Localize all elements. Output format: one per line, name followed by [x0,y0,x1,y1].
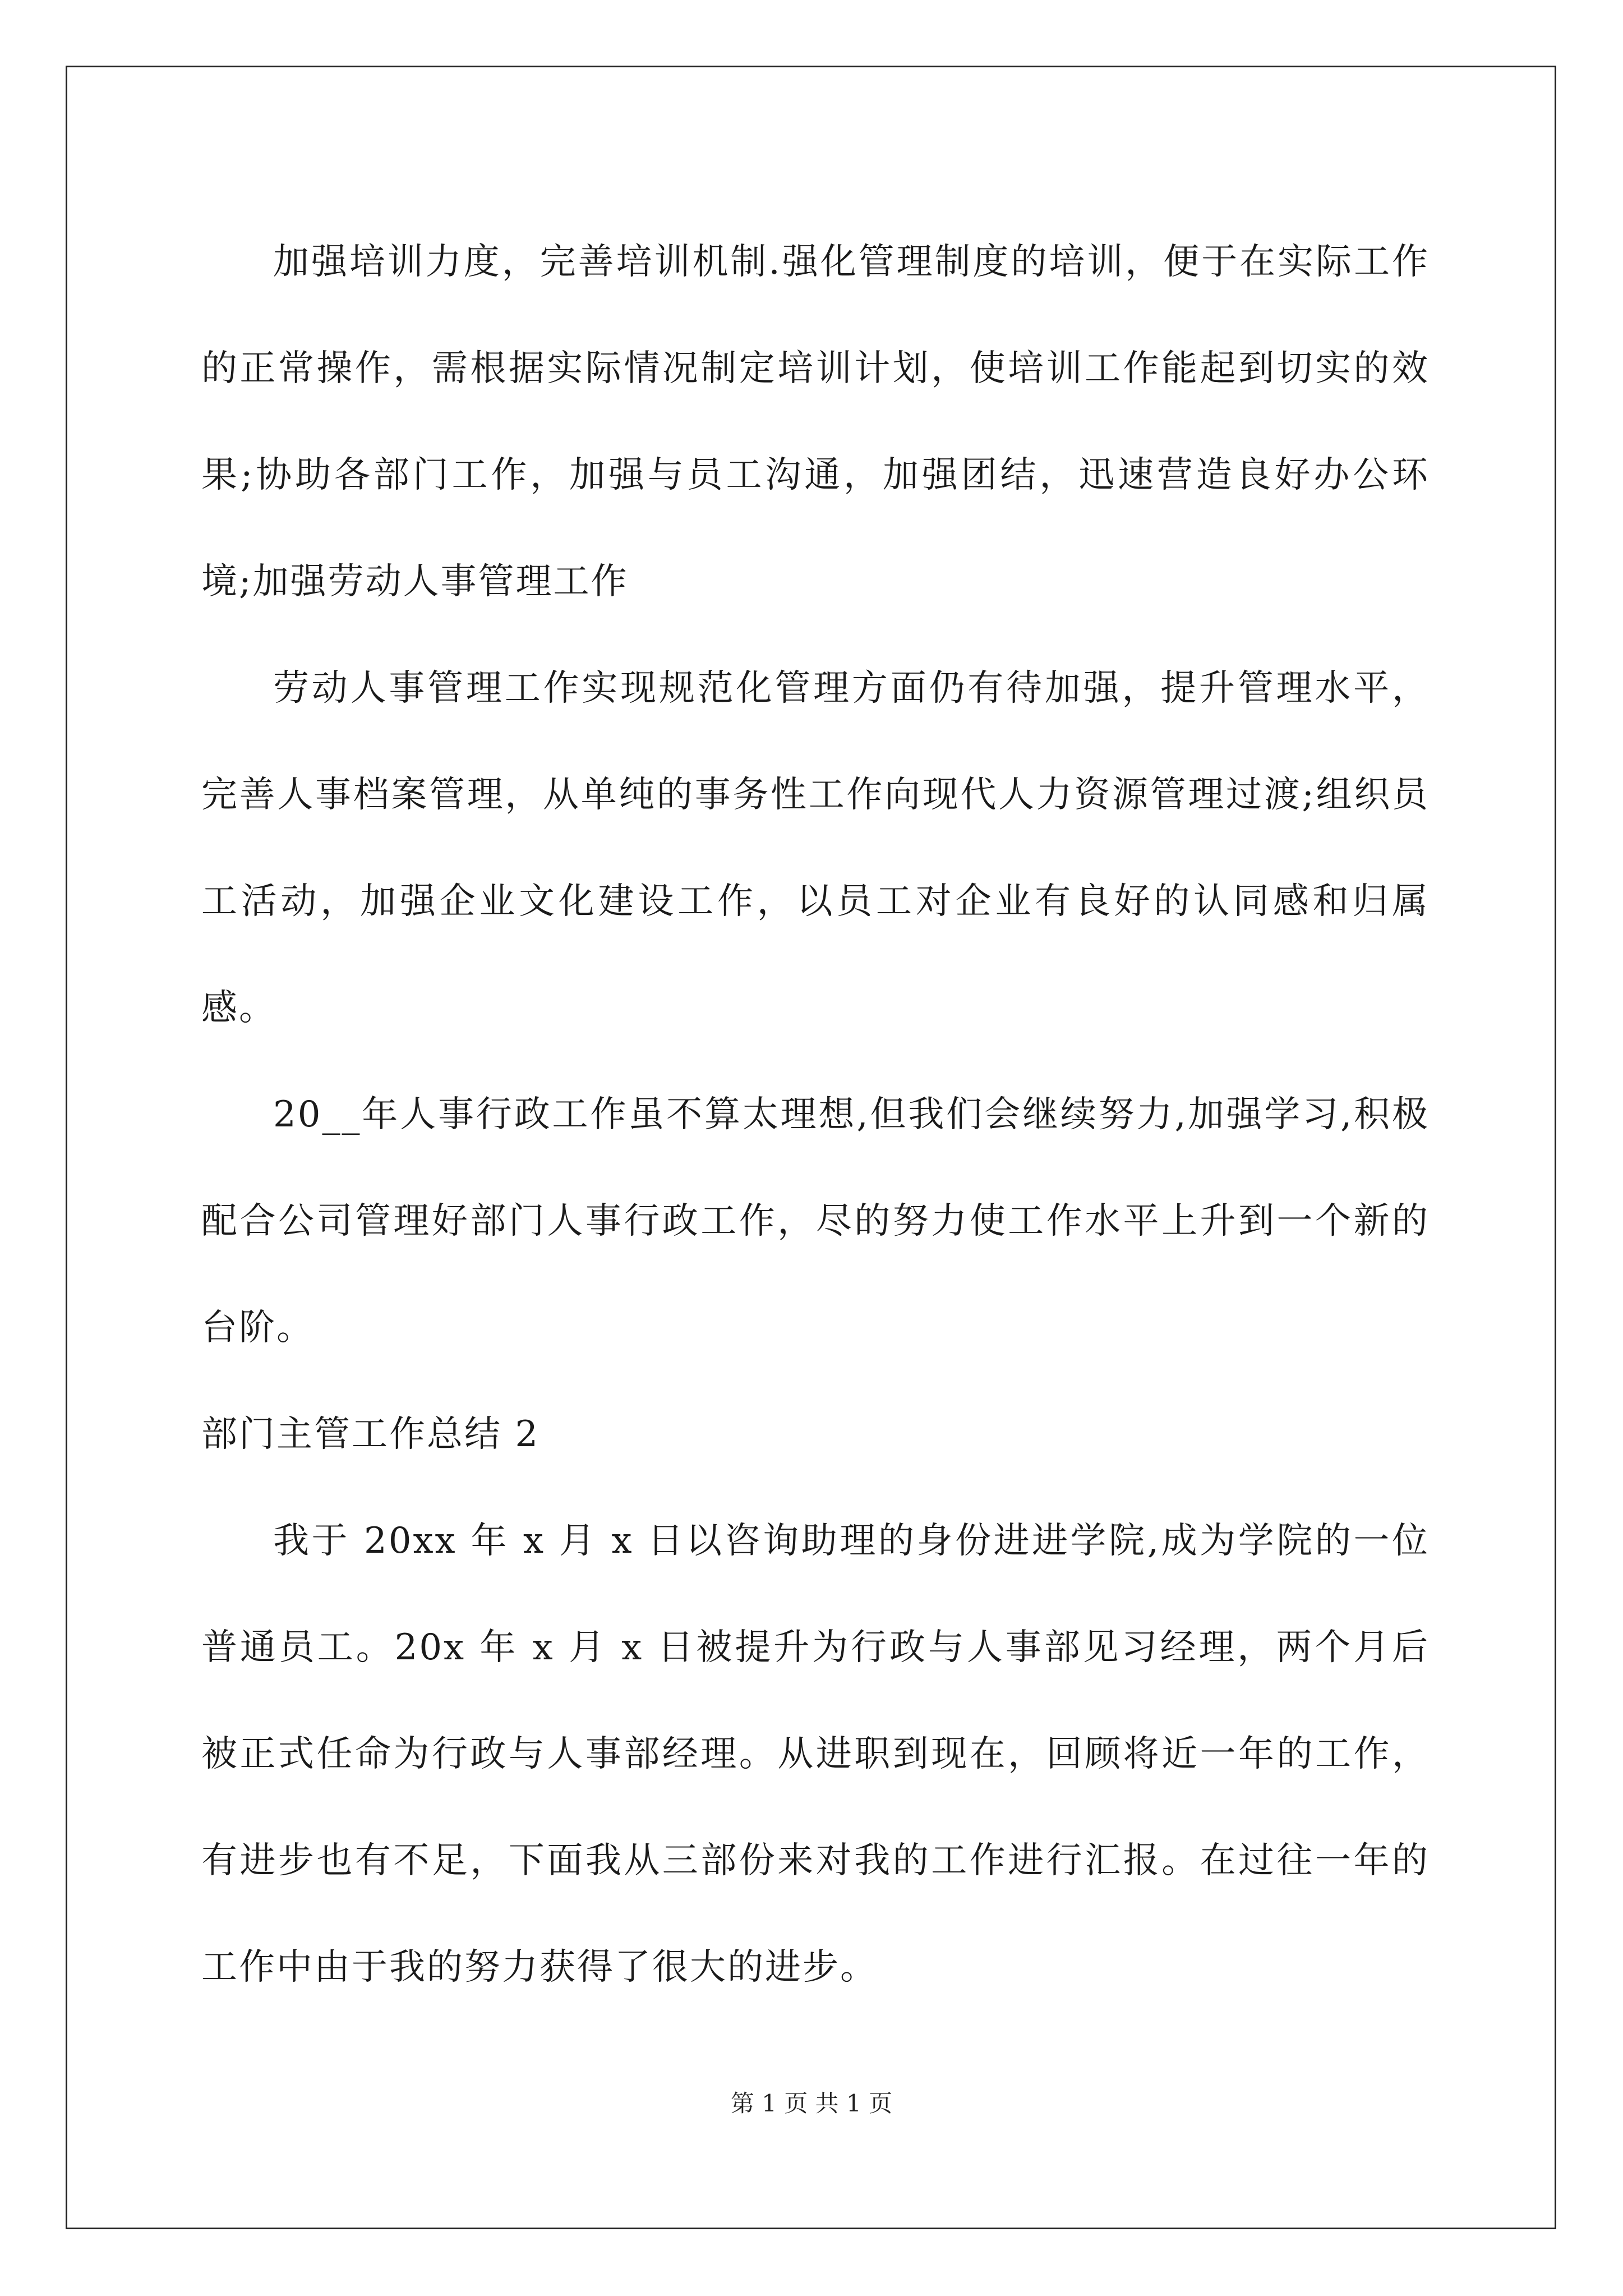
document-body [201,209,1430,2021]
paragraph-outlook: 20__年人事行政工作虽不算太理想,但我们会继续努力,加强学习,积极配合公司管理好部门人事行政工作，尽的努力使工作水平上升到一个新的台阶。 [201,1094,1430,1349]
section-heading: 部门主管工作总结 2 [201,1414,540,1455]
page-number-footer: 第 1 页 共 1 页 [730,2090,893,2117]
paragraph-introduction: 我于 20xx 年 x 月 x 日以咨询助理的身份进进学院,成为学院的一位普通员工。20x 年 x 月 x 日被提升为行政与人事部见习经理，两个月后被正式任命为行政与人事部经理。从进职到现在，回顾将近一年的工作，有进步也有不足，下面我从三部份来对我的工作进行汇报。在过往一年的工作中由于我的努力获得了很大的进步。 [201,1520,1430,1988]
paragraph-personnel-management: 劳动人事管理工作实现规范化管理方面仍有待加强，提升管理水平，完善人事档案管理，从单纯的事务性工作向现代人力资源管理过渡;组织员工活动，加强企业文化建设工作，以员工对企业有良好的认同感和归属感。 [201,668,1430,1029]
paragraph-training: 加强培训力度，完善培训机制.强化管理制度的培训，便于在实际工作的正常操作，需根据实际情况制定培训计划，使培训工作能起到切实的效果;协助各部门工作，加强与员工沟通，加强团结，迅速营造良好办公环境;加强劳动人事管理工作 [201,241,1430,602]
